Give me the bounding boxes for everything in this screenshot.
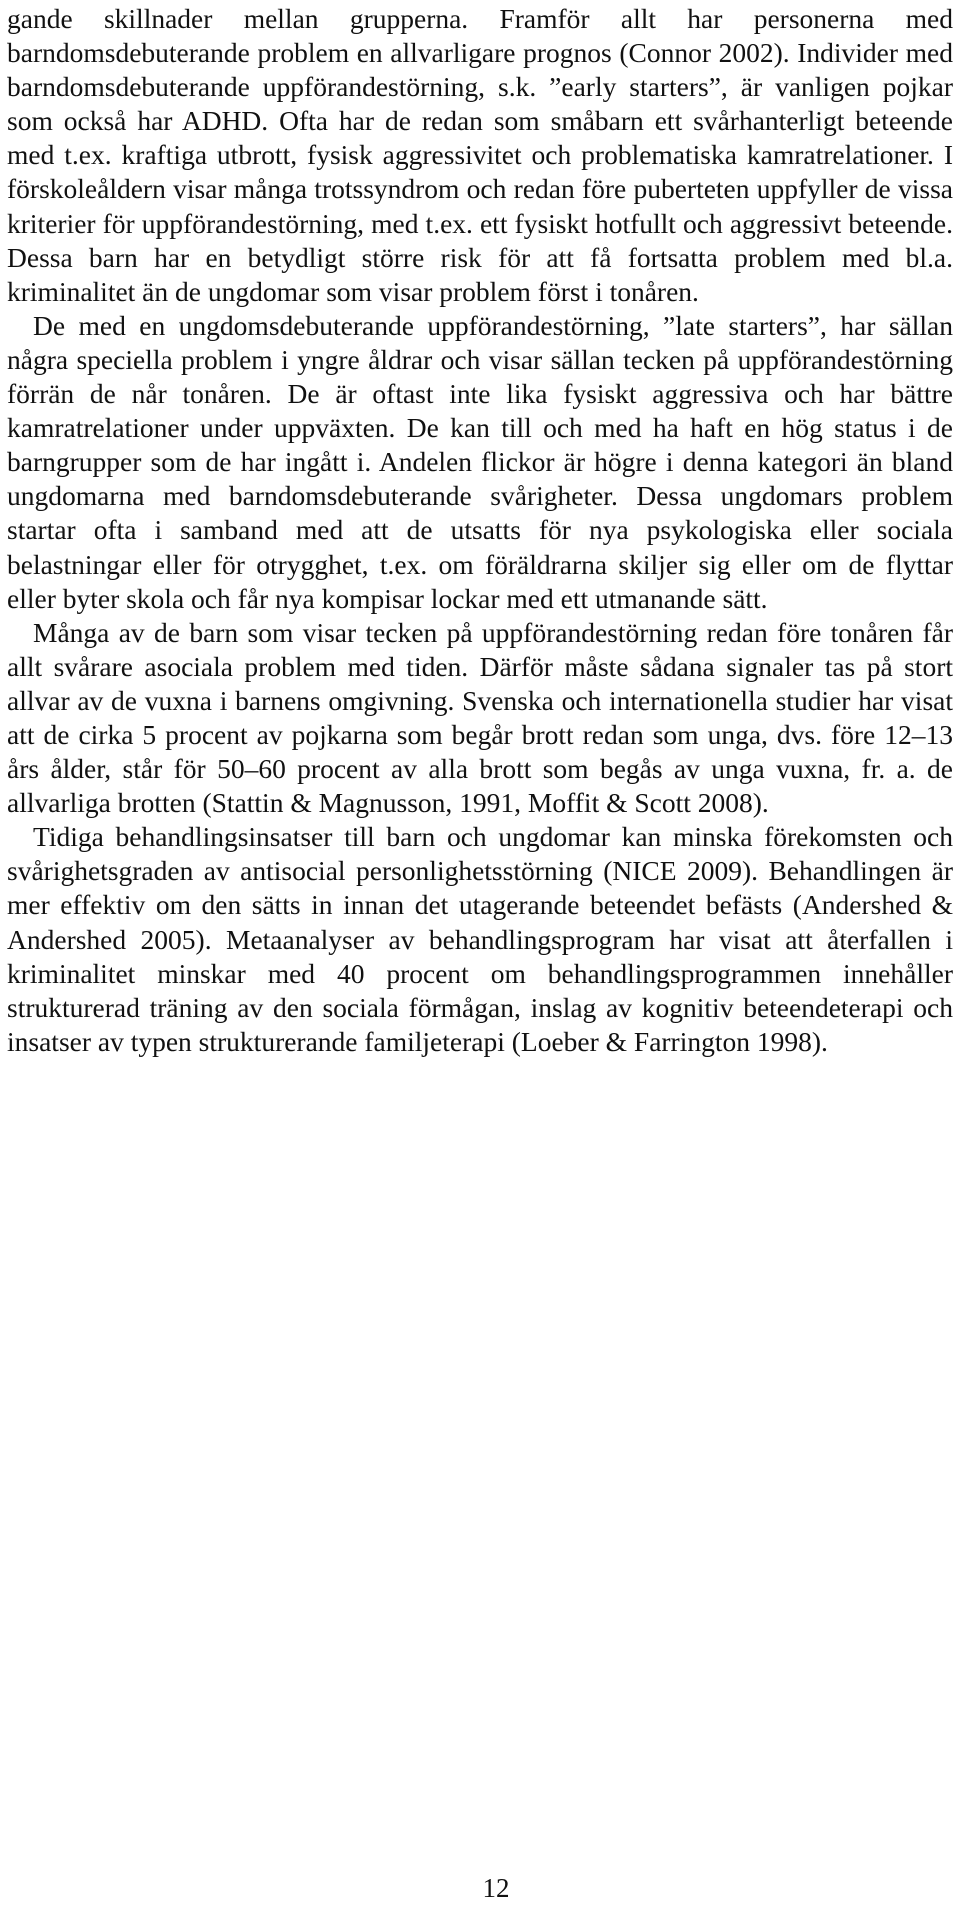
paragraph-3: Många av de barn som visar tecken på uppförandestörning redan före tonåren får allt svårare asociala problem med tiden. Därför måste sådana signaler tas på stort allvar av de vuxna i barnens omgivning. Svenska och internationella studier har visat att de cirka 5 procent av pojkarna som begår brott redan som unga, dvs. före 12–13 års ålder, står för 50–60 procent av alla brott som begås av unga vuxna, fr. a. de allvarliga brotten (Stattin & Magnusson, 1991, Moffit & Scott 2008). xyxy=(7,616,953,819)
body-text xyxy=(7,2,953,1059)
paragraph-2: De med en ungdomsdebuterande uppförandestörning, ”late starters”, har sällan några speciella problem i yngre åldrar och visar sällan tecken på uppförandestörning förrän de når tonåren. De är oftast inte lika fysiskt aggressiva och har bättre kamratrelationer under uppväxten. De kan till och med ha haft en hög status i de barngrupper som de har ingått i. Andelen flickor är högre i denna kategori än bland ungdomarna med barndomsdebuterande svårigheter. Dessa ungdomars problem startar ofta i samband med att de utsatts för nya psykologiska eller sociala belastningar eller för otrygghet, t.ex. om föräldrarna skiljer sig eller om de flyttar eller byter skola och får nya kompisar lockar med ett utmanande sätt. xyxy=(7,309,953,614)
paragraph-4: Tidiga behandlingsinsatser till barn och ungdomar kan minska förekomsten och svårighetsgraden av antisocial personlighetsstörning (NICE 2009). Behandlingen är mer effektiv om den sätts in innan det utagerande beteendet befästs (Andershed & Andershed 2005). Metaanalyser av behandlingsprogram har visat att återfallen i kriminalitet minskar med 40 procent om behandlingsprogrammen innehåller strukturerad träning av den sociala förmågan, inslag av kognitiv beteendeterapi och insatser av typen strukturerande familjeterapi (Loeber & Farrington 1998). xyxy=(7,821,953,1057)
page-number: 12 xyxy=(482,1873,510,1903)
paragraph-1: gande skillnader mellan grupperna. Framför allt har personerna med barndomsdebuterande problem en allvarligare prognos (Connor 2002). Individer med barndomsdebuterande uppförandestörning, s.k. ”early starters”, är vanligen pojkar som också har ADHD. Ofta har de redan som småbarn ett svårhanterligt beteende med t.ex. kraftiga utbrott, fysisk aggressivitet och problematiska kamratrelationer. I förskoleåldern visar många trotssyndrom och redan före puberteten uppfyller de vissa kriterier för uppförandestörning, med t.ex. ett fysiskt hotfullt och aggressivt beteende. Dessa barn har en betydligt större risk för att få fortsatta problem med bl.a. kriminalitet än de ungdomar som visar problem först i tonåren. xyxy=(7,3,953,307)
